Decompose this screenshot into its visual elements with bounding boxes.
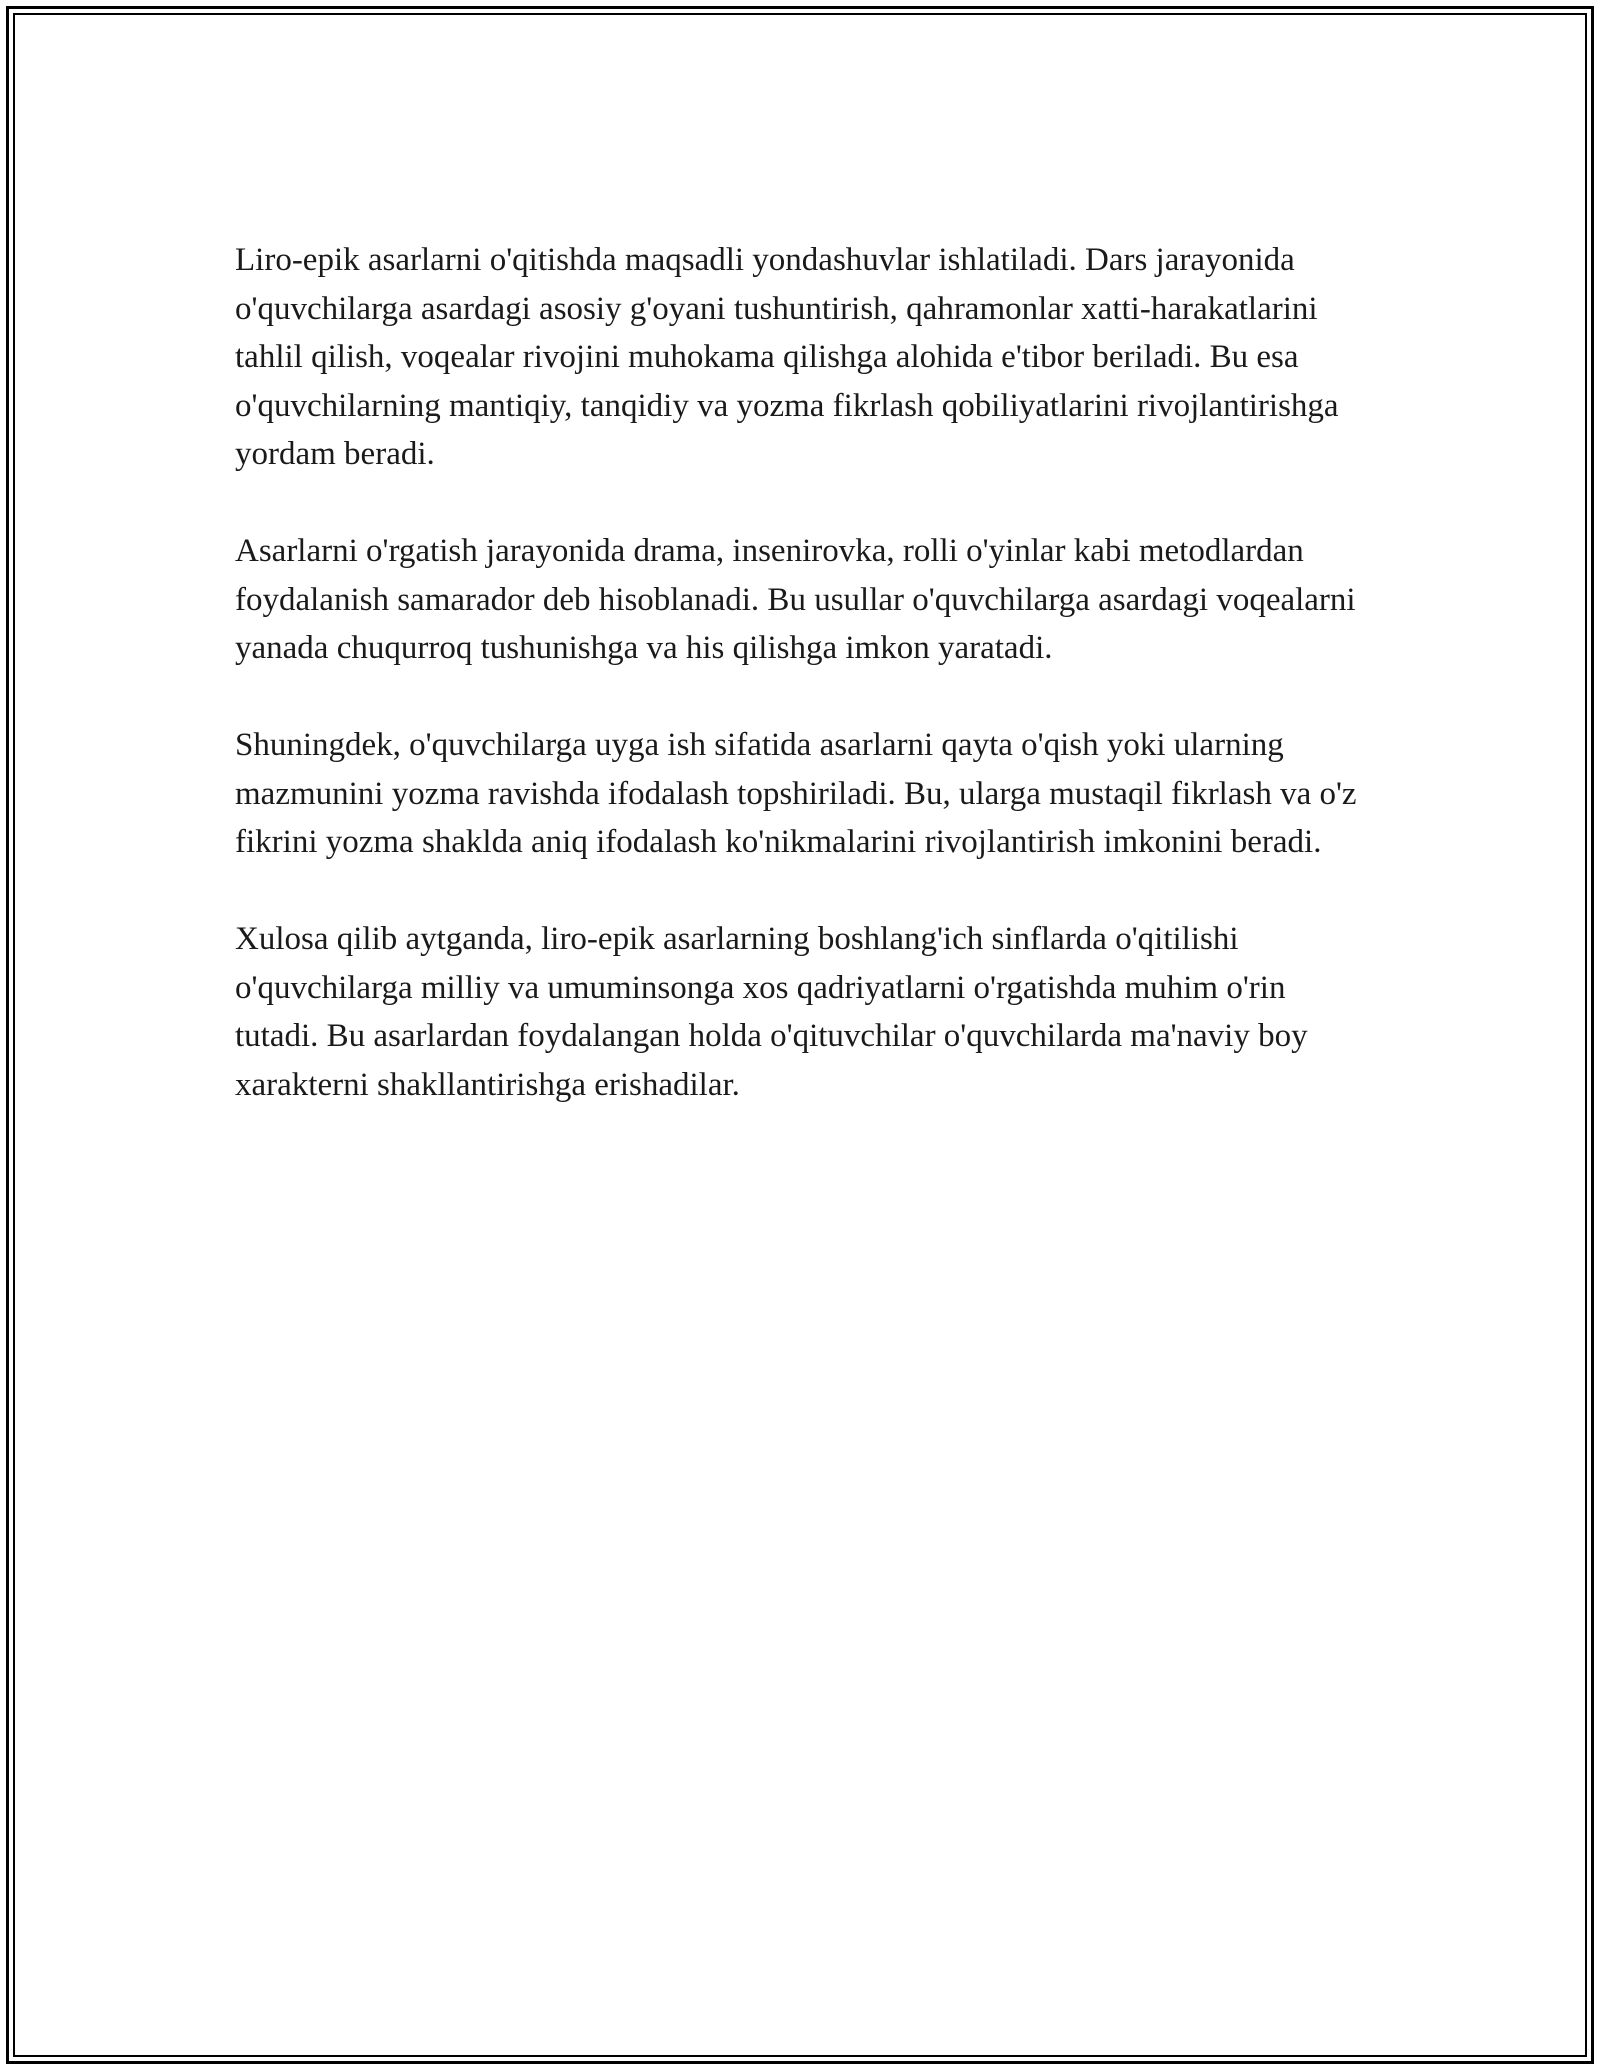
paragraph-1: Liro-epik asarlarni o'qitishda maqsadli yondashuvlar ishlatiladi. Dars jarayonida o'quvchilarga asardagi asosiy g'oyani tushuntirish, qahramonlar xatti-harakatlarini tahlil qilish, voqealar rivojini muhokama qilishga alohida e'tibor beriladi. Bu esa o'quvchilarning mantiqiy, tanqidiy va yozma fikrlash qobiliyatlarini rivojlantirishga yordam beradi. xyxy=(235,242,1339,472)
paragraph-4: Xulosa qilib aytganda, liro-epik asarlarning boshlang'ich sinflarda o'qitilishi o'quvchilarga milliy va umuminsonga xos qadriyatlarni o'rgatishda muhim o'rin tutadi. Bu asarlardan foydalangan holda o'qituvchilar o'quvchilarda ma'naviy boy xarakterni shakllantirishga erishadilar. xyxy=(235,921,1308,1103)
paragraph-2: Asarlarni o'rgatish jarayonida drama, insenirovka, rolli o'yinlar kabi metodlardan foydalanish samarador deb hisoblanadi. Bu usullar o'quvchilarga asardagi voqealarni yanada chuqurroq tushunishga va his qilishga imkon yaratadi. xyxy=(235,533,1356,666)
paragraph-3: Shuningdek, o'quvchilarga uyga ish sifatida asarlarni qayta o'qish yoki ularning mazmunini yozma ravishda ifodalash topshiriladi. Bu, ularga mustaqil fikrlash va o'z fikrini yozma shaklda aniq ifodalash ko'nikmalarini rivojlantirish imkonini beradi. xyxy=(235,727,1357,860)
document-body xyxy=(235,236,1365,1158)
